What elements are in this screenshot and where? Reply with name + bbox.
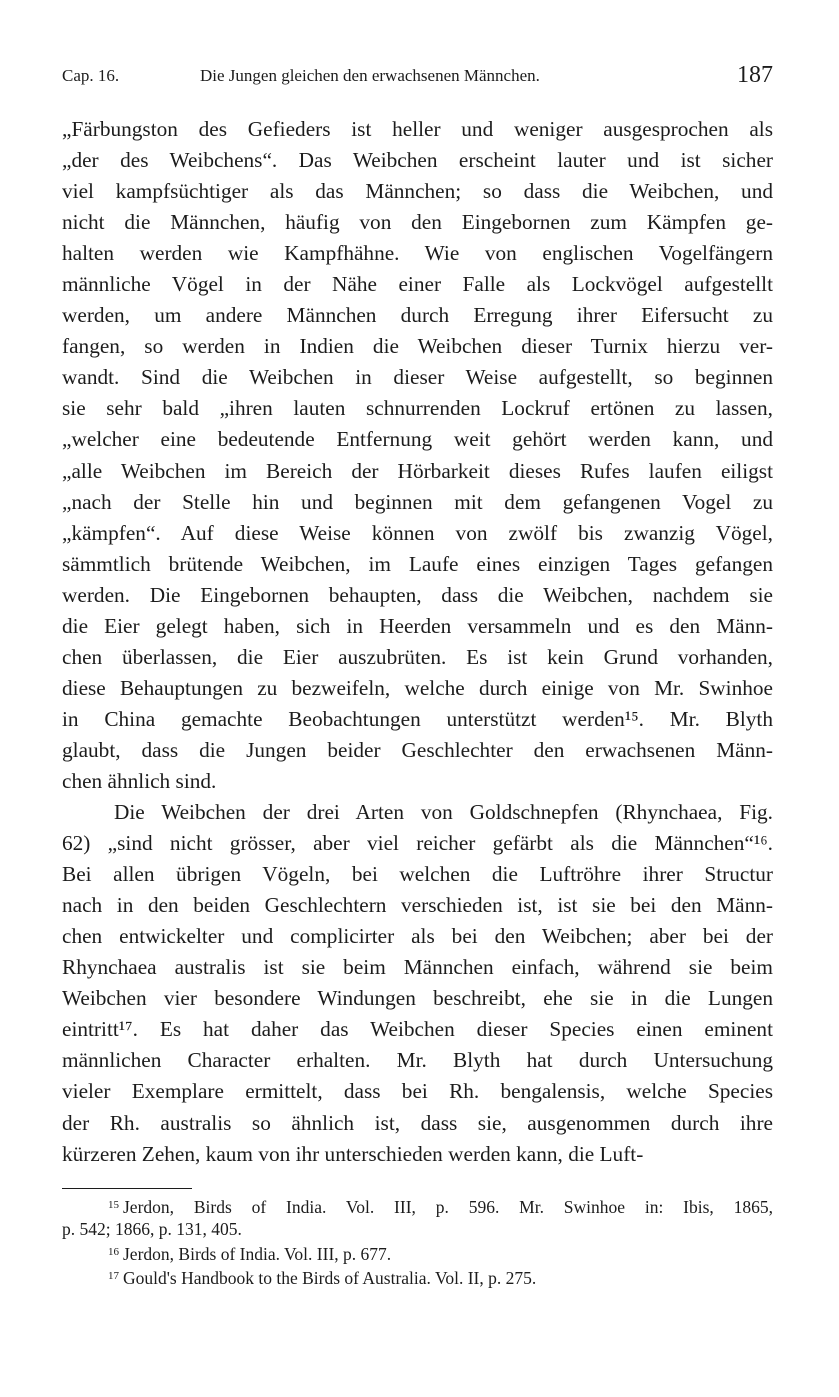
chapter-label: Cap. 16. <box>62 66 120 85</box>
footnote-text: Gould's Handbook to the Birds of Australia. Vol. II, p. 275. <box>123 1267 537 1288</box>
footnotes <box>62 1194 773 1288</box>
text-line: Die Weibchen der drei Arten von Goldschnepfen (Rhynchaea, Fig. <box>114 800 773 825</box>
text-line: wandt. Sind die Weibchen in dieser Weise aufgestellt, so beginnen <box>62 365 773 390</box>
text-line: Weibchen vier besondere Windungen beschreibt, ehe sie in die Lungen <box>62 986 773 1011</box>
text-line: „der des Weibchens“. Das Weibchen erscheint lauter und ist sicher <box>62 148 773 173</box>
main-text <box>62 114 773 1170</box>
text-line: die Eier gelegt haben, sich in Heerden versammeln und es den Männ- <box>62 613 773 638</box>
text-line: 62) „sind nicht grösser, aber viel reicher gefärbt als die Männchen“¹⁶. <box>62 831 773 856</box>
text-line: nach in den beiden Geschlechtern verschieden ist, ist sie bei den Männ- <box>62 893 773 918</box>
text-line: fangen, so werden in Indien die Weibchen dieser Turnix hierzu ver- <box>62 334 773 359</box>
footnote-line <box>62 1241 773 1265</box>
text-line: nicht die Männchen, häufig von den Eingebornen zum Kämpfen ge- <box>62 210 773 235</box>
text-line: in China gemachte Beobachtungen unterstützt werden¹⁵. Mr. Blyth <box>62 706 773 731</box>
text-line: chen entwickelter und complicirter als bei den Weibchen; aber bei der <box>62 924 773 949</box>
text-line: kürzeren Zehen, kaum von ihr unterschieden werden kann, die Luft- <box>62 1141 644 1166</box>
footnote-text: Jerdon, Birds of India. Vol. III, p. 677. <box>123 1244 392 1265</box>
text-line: Rhynchaea australis ist sie beim Männchen einfach, während sie beim <box>62 955 773 980</box>
text-line: Bei allen übrigen Vögeln, bei welchen die Luftröhre ihrer Structur <box>62 862 773 887</box>
text-line: viel kampfsüchtiger als das Männchen; so dass die Weibchen, und <box>62 179 773 204</box>
footnote-text: p. 542; 1866, p. 131, 405. <box>62 1218 242 1239</box>
text-line: glaubt, dass die Jungen beider Geschlechter den erwachsenen Männ- <box>62 737 773 762</box>
text-line: chen überlassen, die Eier auszubrüten. Es ist kein Grund vorhanden, <box>62 644 773 669</box>
text-line: „nach der Stelle hin und beginnen mit dem gefangenen Vogel zu <box>62 489 773 514</box>
footnote-number: 15 <box>108 1199 119 1211</box>
footnote-line <box>62 1218 773 1242</box>
footnote-divider <box>62 1188 192 1189</box>
text-line: eintritt¹⁷. Es hat daher das Weibchen dieser Species einen eminent <box>62 1017 773 1042</box>
footnote-line <box>62 1265 773 1289</box>
text-line: männlichen Character erhalten. Mr. Blyth hat durch Untersuchung <box>62 1048 773 1073</box>
text-line: männliche Vögel in der Nähe einer Falle als Lockvögel aufgestellt <box>62 272 773 297</box>
running-header <box>62 62 773 92</box>
footnote-text: Jerdon, Birds of India. Vol. III, p. 596. Mr. Swinhoe in: Ibis, 1865, <box>123 1197 773 1217</box>
text-line: halten werden wie Kampfhähne. Wie von englischen Vogelfängern <box>62 241 773 266</box>
footnote-number: 16 <box>108 1246 119 1259</box>
page-number: 187 <box>737 62 773 88</box>
text-line: sie sehr bald „ihren lauten schnurrenden Lockruf ertönen zu lassen, <box>62 396 773 421</box>
text-line: sämmtlich brütende Weibchen, im Laufe eines einzigen Tages gefangen <box>62 551 773 576</box>
running-title: Die Jungen gleichen den erwachsenen Männchen. <box>200 66 540 85</box>
text-line: diese Behauptungen zu bezweifeln, welche durch einige von Mr. Swinhoe <box>62 675 773 700</box>
text-line: „Färbungston des Gefieders ist heller und weniger ausgesprochen als <box>62 117 773 141</box>
footnote-number: 17 <box>108 1269 119 1282</box>
text-line: werden. Die Eingebornen behaupten, dass die Weibchen, nachdem sie <box>62 582 773 607</box>
text-line: werden, um andere Männchen durch Erregung ihrer Eifersucht zu <box>62 303 773 328</box>
text-line: „kämpfen“. Auf diese Weise können von zwölf bis zwanzig Vögel, <box>62 520 773 545</box>
footnote-line <box>62 1194 773 1218</box>
text-line: „welcher eine bedeutende Entfernung weit gehört werden kann, und <box>62 427 773 452</box>
text-line: der Rh. australis so ähnlich ist, dass sie, ausgenommen durch ihre <box>62 1110 773 1135</box>
text-line: chen ähnlich sind. <box>62 768 217 793</box>
text-line: vieler Exemplare ermittelt, dass bei Rh. bengalensis, welche Species <box>62 1079 773 1104</box>
text-line: „alle Weibchen im Bereich der Hörbarkeit dieses Rufes laufen eiligst <box>62 458 773 483</box>
